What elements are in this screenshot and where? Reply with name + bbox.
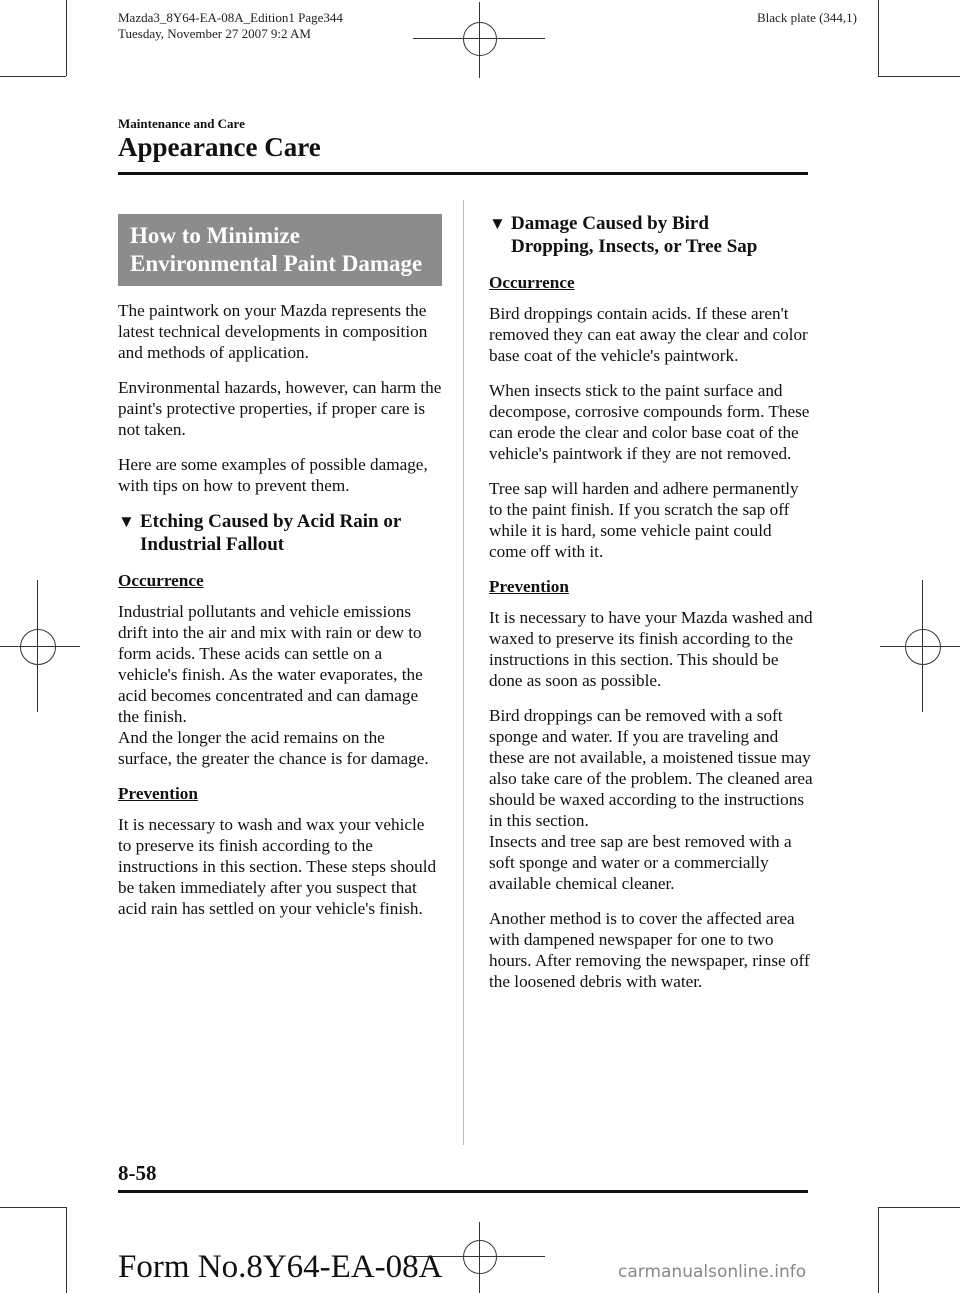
crop-mark xyxy=(66,1207,67,1293)
banner-line: How to Minimize xyxy=(130,223,300,248)
subheading-line: Dropping, Insects, or Tree Sap xyxy=(511,236,758,257)
registration-mark xyxy=(463,22,497,56)
subheading xyxy=(118,510,442,556)
registration-mark xyxy=(880,646,960,647)
occurrence-label: Occurrence xyxy=(489,273,575,292)
print-info xyxy=(118,10,343,42)
paragraph: Here are some examples of possible damage, with tips on how to prevent them. xyxy=(118,455,428,495)
crop-mark xyxy=(878,0,879,76)
paragraph: And the longer the acid remains on the surface, the greater the chance is for damage. xyxy=(118,728,429,768)
watermark: carmanualsonline.info xyxy=(618,1262,807,1282)
subheading-line: Damage Caused by Bird xyxy=(511,213,709,234)
registration-mark xyxy=(922,580,923,712)
crop-mark xyxy=(0,76,66,77)
triangle-marker-icon: ▼ xyxy=(489,214,506,233)
section-label: Maintenance and Care xyxy=(118,116,245,131)
topic-banner xyxy=(118,214,442,286)
subheading xyxy=(489,212,813,258)
registration-mark xyxy=(479,1222,480,1293)
registration-mark xyxy=(463,1240,497,1274)
registration-mark xyxy=(37,580,38,712)
prevention-label: Prevention xyxy=(489,577,569,596)
right-column xyxy=(489,212,813,1006)
crop-mark xyxy=(66,0,67,76)
registration-mark xyxy=(20,629,56,665)
subheading-line: Etching Caused by Acid Rain or xyxy=(140,511,402,532)
paragraph: Tree sap will harden and adhere permanently to the paint finish. If you scratch the sap off while it is hard, some vehicle paint could come off with it. xyxy=(489,479,799,561)
crop-mark xyxy=(878,76,960,77)
registration-mark xyxy=(905,629,941,665)
paragraph: It is necessary to have your Mazda washed and waxed to preserve its finish according to the instructions in this section. This should be done as soon as possible. xyxy=(489,608,813,690)
paragraph: Bird droppings can be removed with a soft sponge and water. If you are traveling and these are not available, a moistened tissue may also take care of the problem. The cleaned area should be waxed according to the instructions in this section. xyxy=(489,706,813,830)
crop-mark xyxy=(878,1207,960,1208)
registration-mark xyxy=(479,2,480,78)
paragraph: The paintwork on your Mazda represents the latest technical developments in composition and methods of application. xyxy=(118,301,428,362)
paragraph: Environmental hazards, however, can harm the paint's protective properties, if proper care is not taken. xyxy=(118,378,442,439)
page-number: 8-58 xyxy=(118,1161,157,1185)
occurrence-label: Occurrence xyxy=(118,571,204,590)
paragraph: When insects stick to the paint surface and decompose, corrosive compounds form. These can erode the clear and color base coat of the vehicle's paintwork if they are not removed. xyxy=(489,381,810,463)
print-info-line: Mazda3_8Y64-EA-08A_Edition1 Page344 xyxy=(118,10,343,25)
paragraph: Another method is to cover the affected area with dampened newspaper for one to two hours. After removing the newspaper, rinse off the loosened debris with water. xyxy=(489,909,810,991)
subheading-line: Industrial Fallout xyxy=(140,534,285,555)
left-column xyxy=(118,214,442,933)
form-number: Form No.8Y64-EA-08A xyxy=(118,1249,443,1285)
crop-mark xyxy=(0,1207,66,1208)
paragraph: Industrial pollutants and vehicle emissions drift into the air and mix with rain or dew to form acids. These acids can settle on a vehicle's finish. As the water evaporates, the acid becomes concentrated and can damage the finish. xyxy=(118,602,423,726)
triangle-marker-icon: ▼ xyxy=(118,512,135,531)
plate-label: Black plate (344,1) xyxy=(757,10,857,25)
paragraph: It is necessary to wash and wax your vehicle to preserve its finish according to the instructions in this section. These steps should be taken immediately after you suspect that acid rain has settled on your vehicle's finish. xyxy=(118,815,437,918)
column-divider xyxy=(463,200,464,1145)
page-title: Appearance Care xyxy=(118,132,321,162)
print-info-line: Tuesday, November 27 2007 9:2 AM xyxy=(118,26,311,41)
crop-mark xyxy=(878,1207,879,1293)
paragraph: Insects and tree sap are best removed with a soft sponge and water or a commercially available chemical cleaner. xyxy=(489,832,792,893)
footer-rule xyxy=(118,1190,808,1193)
title-rule xyxy=(118,172,808,175)
banner-line: Environmental Paint Damage xyxy=(130,251,423,276)
registration-mark xyxy=(0,646,80,647)
paragraph: Bird droppings contain acids. If these aren't removed they can eat away the clear and color base coat of the vehicle's paintwork. xyxy=(489,304,808,365)
prevention-label: Prevention xyxy=(118,784,198,803)
